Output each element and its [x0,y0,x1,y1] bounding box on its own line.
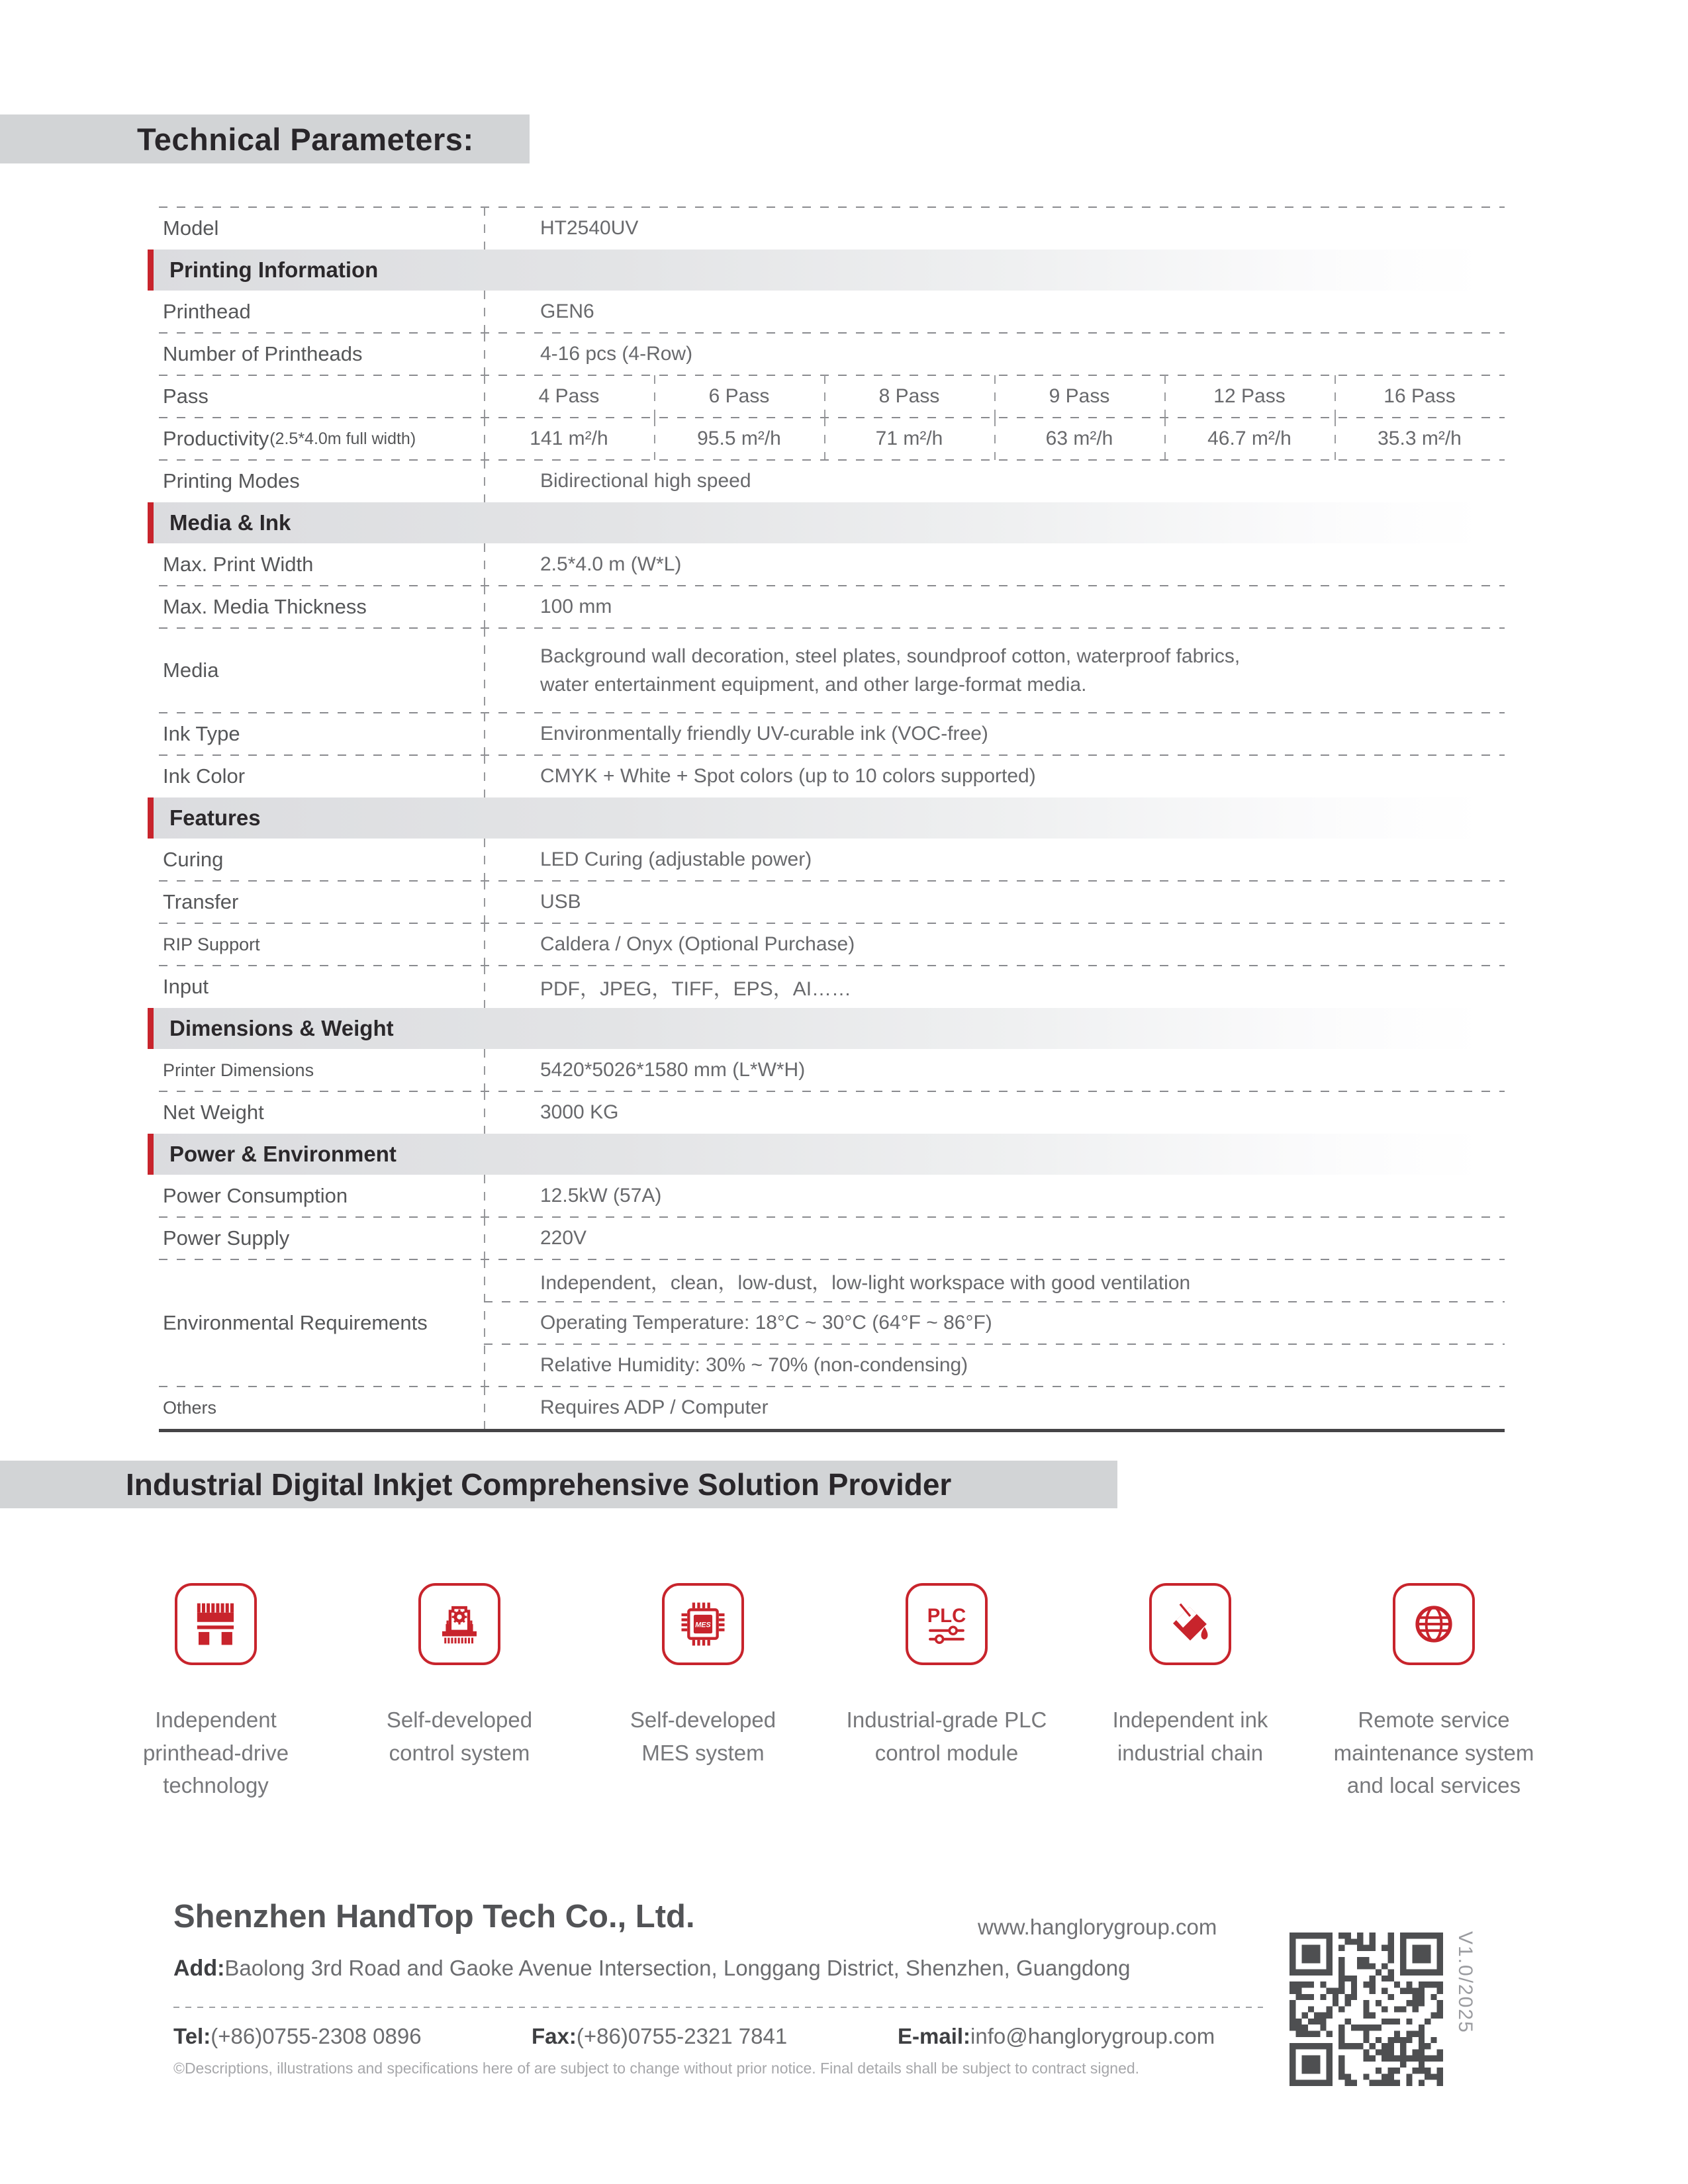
solution-banner-title: Industrial Digital Inkjet Comprehensive Solution Provider [126,1467,952,1502]
productivity-cells [484,418,1505,460]
row-value: Bidirectional high speed [484,460,1505,502]
row-value: 5420*5026*1580 mm (L*W*H) [484,1049,1505,1091]
red-accent-bar [148,1134,154,1175]
page-title-banner [0,114,530,163]
tel: Tel:(+86)0755-2308 0896 [173,2024,422,2048]
row-label: Environmental Requirements [163,1311,428,1334]
svg-text:MES: MES [695,1621,711,1629]
table-row-input [159,966,1505,1008]
row-value: PDF，JPEG，TIFF，EPS，AI…… [484,966,1505,1008]
row-label: Printer Dimensions [163,1060,314,1080]
table-row-environmental-requirements [159,1259,1505,1387]
row-label: Model [163,216,219,240]
row-label: Printhead [163,300,251,323]
section-header-dimensions-weight: Dimensions & Weight [148,1008,1483,1049]
row-value: USB [484,881,1505,923]
row-label: Curing [163,848,224,871]
pass-cell: 12 Pass [1164,375,1335,418]
feature-item [94,1583,338,1802]
env-value: Operating Temperature: 18°C ~ 30°C (64°F ~ 86°F) [484,1302,1505,1344]
row-value: 12.5kW (57A) [484,1175,1505,1217]
env-value: Independent，clean，low-dust，low-light workspace with good ventilation [540,1272,1191,1294]
table-row-power-supply [159,1217,1505,1259]
footer-divider [173,2007,1263,2008]
row-label: Net Weight [163,1101,264,1124]
table-row-net-weight [159,1091,1505,1134]
table-row-model [159,207,1505,250]
footer-contacts [173,2024,1299,2049]
row-label: Ink Type [163,722,240,745]
pass-cell: 9 Pass [994,375,1164,418]
row-value: LED Curing (adjustable power) [484,839,1505,881]
feature-label: Independent ink industrial chain [1112,1707,1268,1765]
company-address: Add:Baolong 3rd Road and Gaoke Avenue Intersection, Longgang District, Shenzhen, Guangdong [173,1956,1131,1981]
table-row-printer-dimensions [159,1049,1505,1091]
row-label: Power Supply [163,1226,290,1250]
red-accent-bar [148,502,154,543]
feature-item [338,1583,581,1802]
row-value: Requires ADP / Computer [484,1387,1505,1429]
red-accent-bar [148,1008,154,1049]
feature-label: Remote service maintenance system and local services [1333,1707,1534,1797]
feature-strip [94,1583,1556,1802]
svg-text:PLC: PLC [927,1605,966,1627]
page-title: Technical Parameters: [137,121,474,157]
table-row-pass [159,375,1505,418]
ink-icon [1149,1583,1231,1665]
email: E-mail:info@hanglorygroup.com [898,2024,1215,2048]
row-label: Number of Printheads [163,342,363,365]
globe-icon [1393,1583,1475,1665]
printhead-icon [175,1583,257,1665]
productivity-cell: 141 m²/h [530,428,608,449]
solution-banner [0,1461,1117,1508]
row-label: Media [163,659,219,682]
red-accent-bar [148,797,154,839]
feature-label: Self-developed MES system [630,1707,776,1765]
control-system-icon [418,1583,500,1665]
pass-cell: 8 Pass [824,375,994,418]
row-value: Environmentally friendly UV-curable ink (VOC-free) [484,713,1505,755]
row-label: Printing Modes [163,469,300,492]
table-row-number-of-printheads [159,333,1505,375]
productivity-cell: 35.3 m²/h [1335,418,1505,460]
table-row-rip-support [159,923,1505,966]
table-row-printing-modes [159,460,1505,502]
row-label: Transfer [163,890,239,913]
qr-code [1289,1933,1443,2086]
row-value: 100 mm [484,586,1505,628]
pass-cell: 16 Pass [1335,375,1505,418]
section-header-power-environment: Power & Environment [148,1134,1483,1175]
row-label: Max. Media Thickness [163,595,367,618]
section-header-features: Features [148,797,1483,839]
table-row-max-print-width [159,543,1505,586]
pass-cell: 4 Pass [538,385,600,407]
table-row-others [159,1387,1505,1429]
table-row-curing [159,839,1505,881]
feature-label: Industrial-grade PLC control module [846,1707,1047,1765]
row-value: Background wall decoration, steel plates, soundproof cotton, waterproof fabrics, water entertainment equipment, and other large-format media. [484,628,1505,713]
table-row-power-consumption [159,1175,1505,1217]
row-value: HT2540UV [484,207,1505,250]
address-label: Add: [173,1956,225,1981]
pass-cells [484,375,1505,418]
fax: Fax:(+86)0755-2321 7841 [532,2024,788,2048]
feature-label: Independent printhead-drive technology [142,1707,289,1797]
productivity-cell: 71 m²/h [824,418,994,460]
row-label: Input [163,975,209,998]
productivity-cell: 95.5 m²/h [654,418,824,460]
env-values [484,1259,1505,1387]
feature-label: Self-developed control system [386,1707,533,1765]
disclaimer: ©Descriptions, illustrations and specifications here of are subject to change without prior notice. Final details shall be subject to contract signed. [173,2060,1140,2077]
table-row-ink-type [159,713,1505,755]
feature-item [1312,1583,1556,1802]
company-website: www.hanglorygroup.com [978,1915,1217,1939]
row-label: Ink Color [163,764,246,788]
row-label: Others [163,1397,217,1418]
row-label: Productivity (2.5*4.0m full width) [163,427,416,450]
version-label: V1.0/2025 [1454,1931,1476,2034]
row-value: GEN6 [484,291,1505,333]
table-row-printhead [159,291,1505,333]
table-row-transfer [159,881,1505,923]
pass-cell: 6 Pass [654,375,824,418]
row-value: 4-16 pcs (4-Row) [484,333,1505,375]
row-label: Pass [163,385,209,408]
spec-table [159,207,1505,1432]
row-value: CMYK + White + Spot colors (up to 10 colors supported) [484,755,1505,797]
row-value: 3000 KG [484,1091,1505,1134]
feature-item [1068,1583,1312,1802]
company-name: Shenzhen HandTop Tech Co., Ltd. [173,1899,695,1934]
row-value: 220V [484,1217,1505,1259]
row-label: Max. Print Width [163,553,314,576]
section-header-printing-information: Printing Information [148,250,1483,291]
plc-icon [906,1583,988,1665]
productivity-cell: 63 m²/h [994,418,1164,460]
row-value: 2.5*4.0 m (W*L) [484,543,1505,586]
row-label: RIP Support [163,934,260,954]
productivity-cell: 46.7 m²/h [1164,418,1335,460]
row-value: Caldera / Onyx (Optional Purchase) [484,923,1505,966]
feature-item [581,1583,825,1802]
table-row-media [159,628,1505,713]
feature-item [825,1583,1068,1802]
table-row-productivity [159,418,1505,460]
env-value: Relative Humidity: 30% ~ 70% (non-condensing) [484,1344,1505,1387]
red-accent-bar [148,250,154,291]
mes-chip-icon [662,1583,744,1665]
section-header-media-ink: Media & Ink [148,502,1483,543]
table-row-ink-color [159,755,1505,797]
row-label: Power Consumption [163,1184,348,1207]
table-row-max-media-thickness [159,586,1505,628]
